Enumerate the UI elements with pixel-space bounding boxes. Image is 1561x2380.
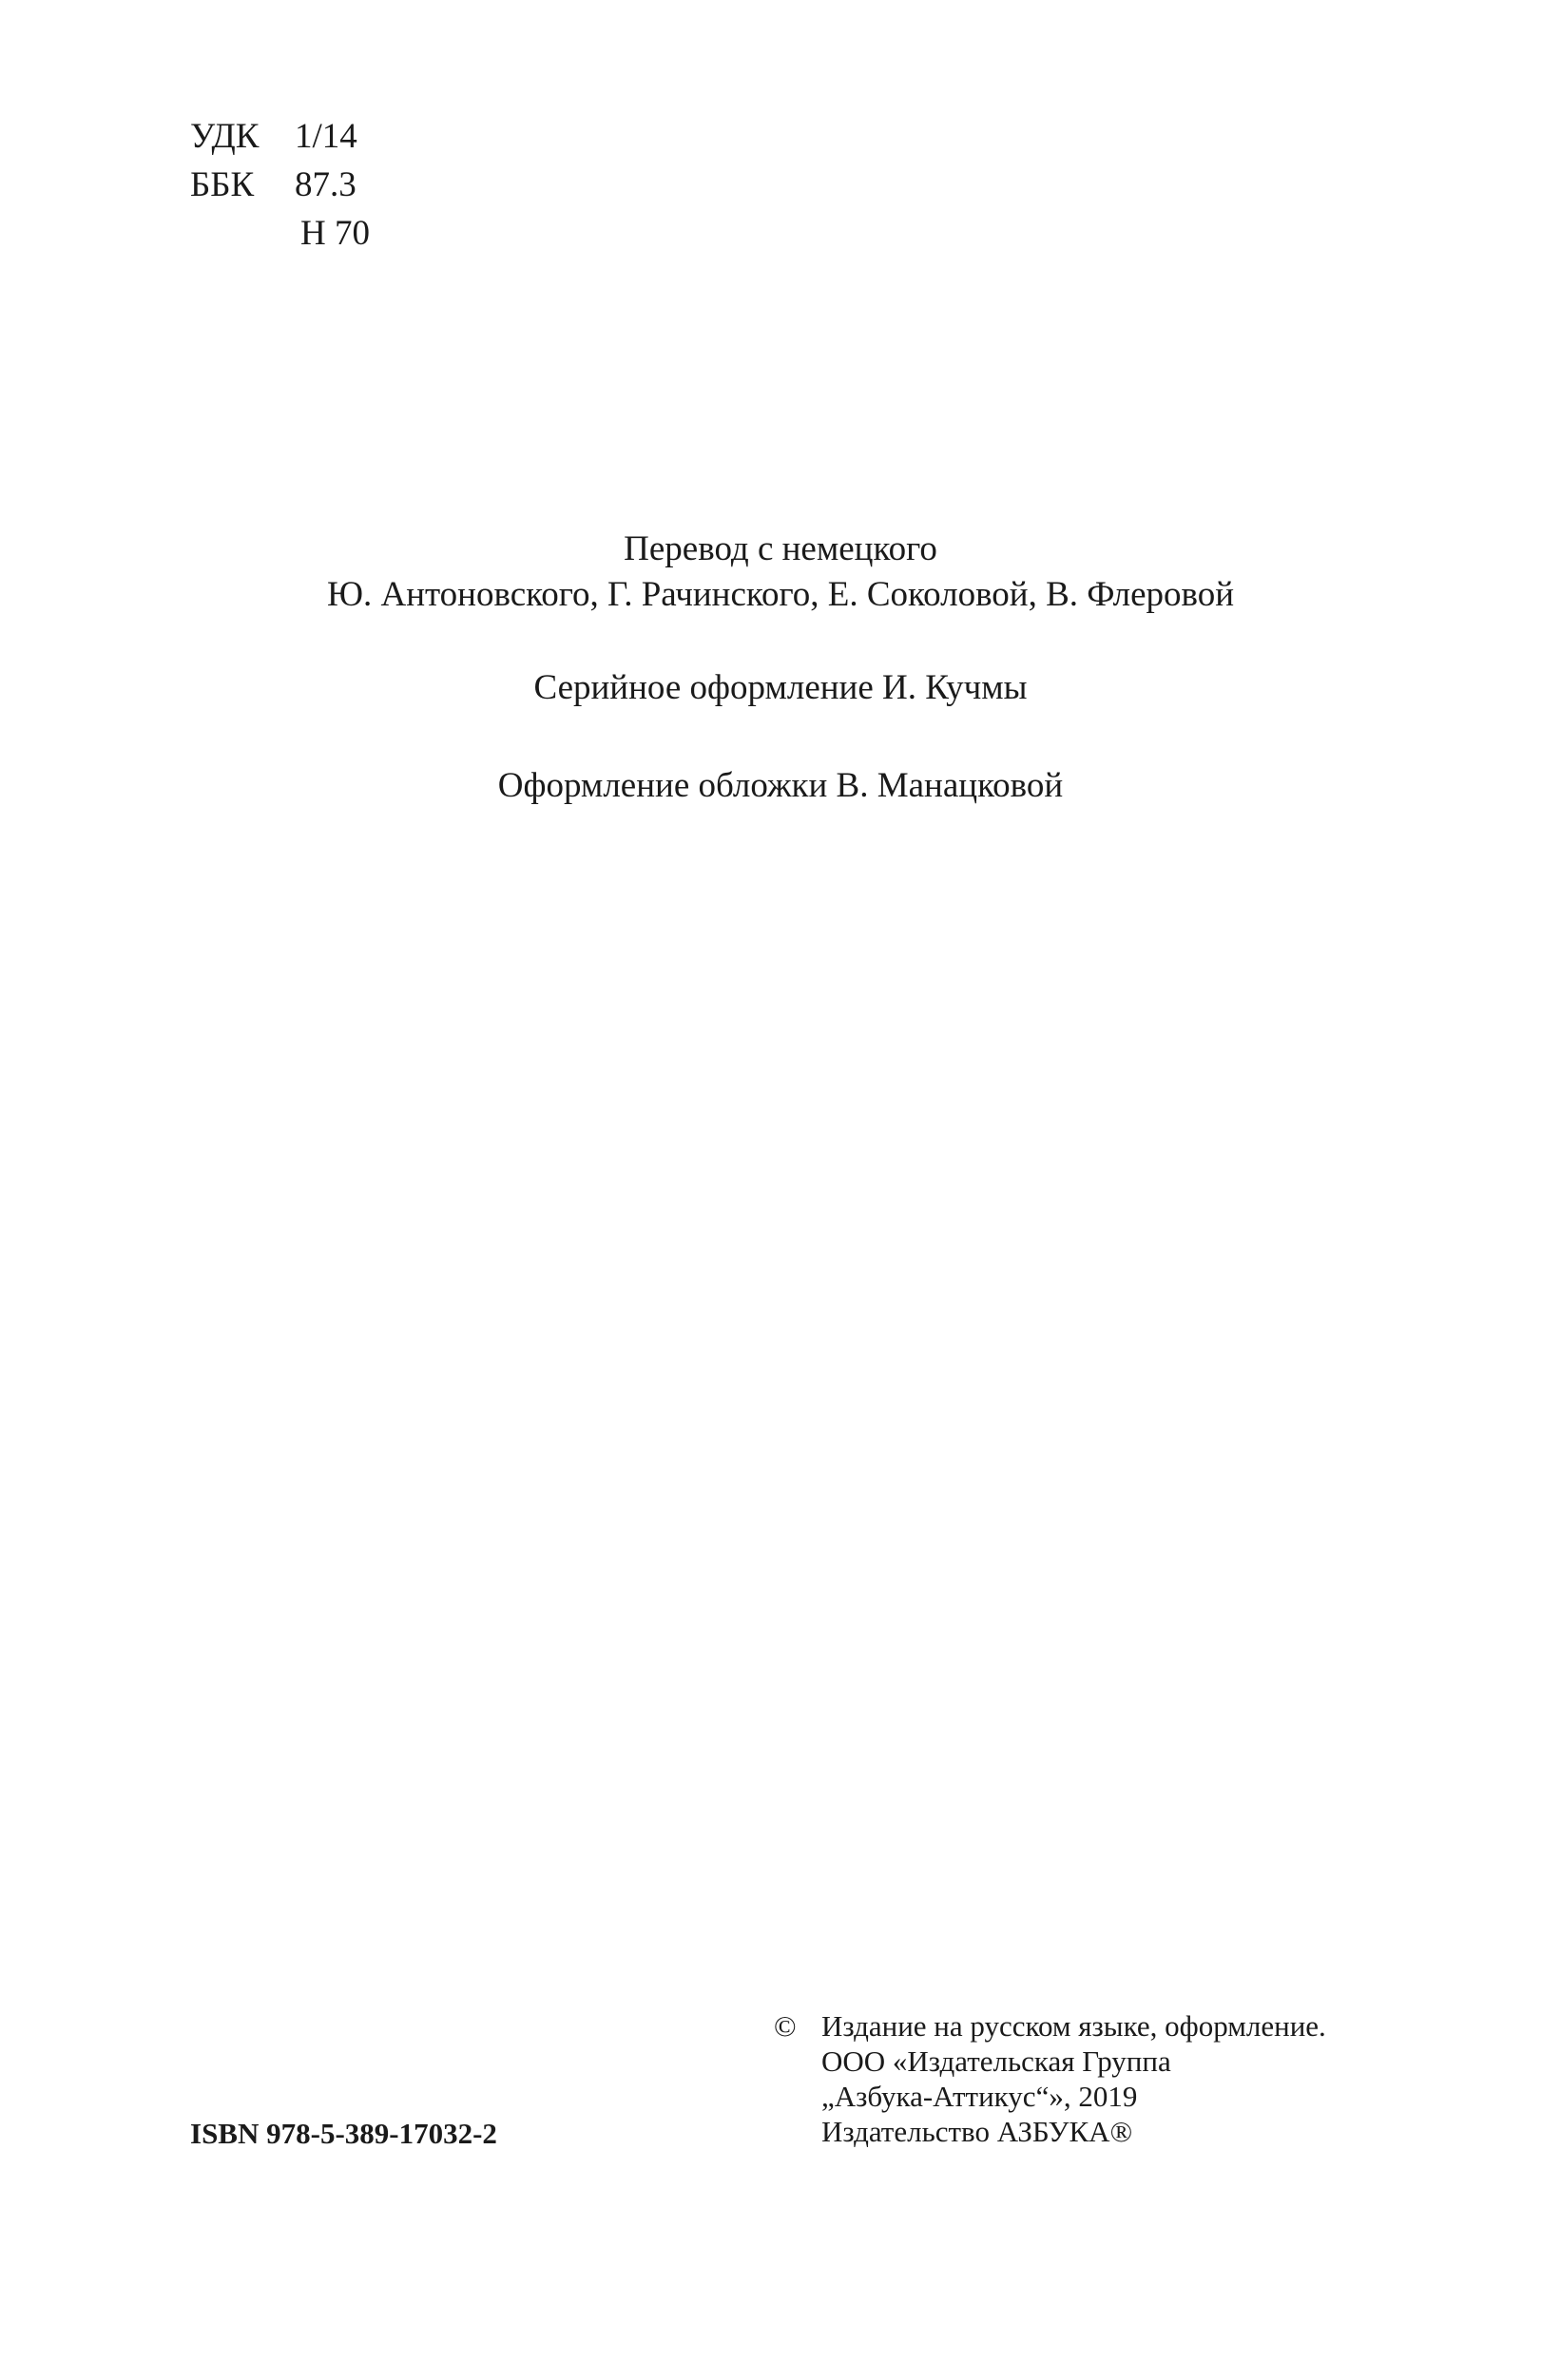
translation-heading: Перевод с немецкого — [624, 529, 937, 568]
copyright-line-4: Издательство АЗБУКА® — [821, 2115, 1133, 2148]
bbk-row — [190, 161, 370, 209]
copyright-symbol: © — [774, 2009, 797, 2043]
classification-codes — [190, 112, 370, 258]
bbk-label: ББК — [190, 165, 255, 204]
author-mark: Н 70 — [300, 214, 370, 253]
udk-value: 1/14 — [295, 117, 357, 156]
translators-list: Ю. Антоновского, Г. Рачинского, Е. Соколовой, В. Флеровой — [326, 575, 1235, 614]
udk-row — [190, 112, 370, 161]
translation-credit — [0, 527, 1561, 618]
series-design-credit: Серийное оформление И. Кучмы — [533, 668, 1028, 707]
cover-design-credit: Оформление обложки В. Манацковой — [497, 766, 1064, 805]
isbn: ISBN 978-5-389-17032-2 — [190, 2117, 497, 2150]
udk-label: УДК — [190, 117, 260, 156]
copyright-line-1: Издание на русском языке, оформление. — [821, 2009, 1326, 2043]
copyright-notice — [774, 2008, 1326, 2149]
copyright-line-2: ООО «Издательская Группа — [821, 2044, 1171, 2078]
copyright-line-3: „Азбука-Аттикус“», 2019 — [821, 2080, 1138, 2113]
copyright-first-line — [774, 2008, 1326, 2044]
bbk-value: 87.3 — [295, 165, 357, 204]
